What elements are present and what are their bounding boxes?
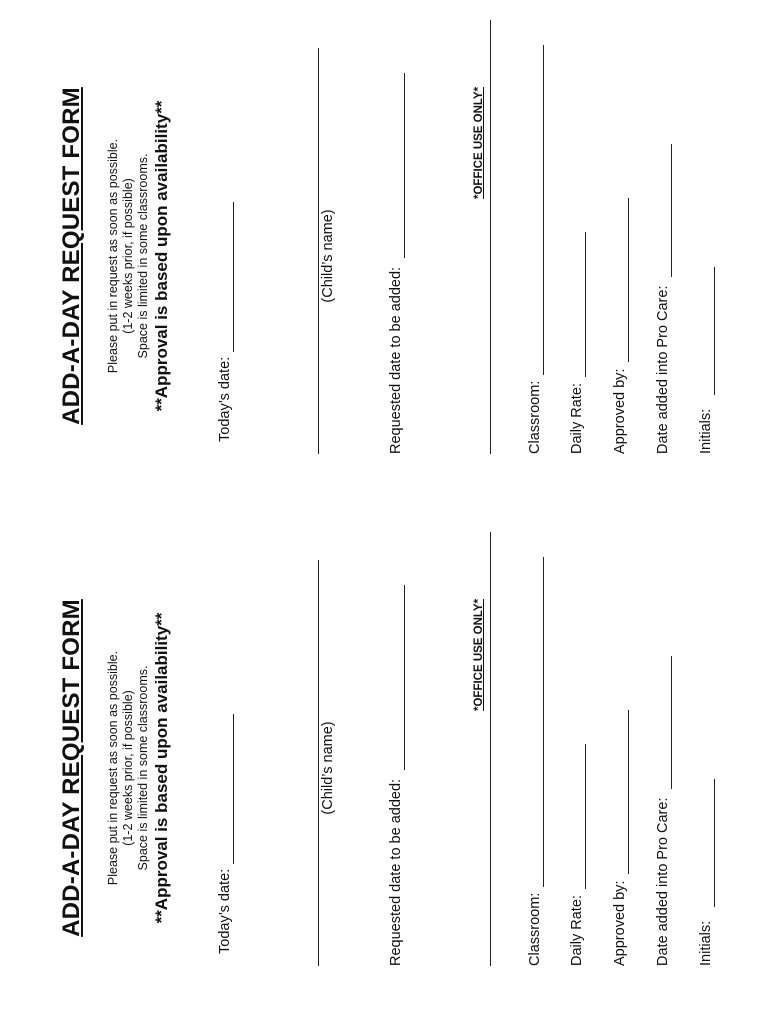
- child-name-field[interactable]: [318, 48, 319, 454]
- approved-by-field[interactable]: [628, 198, 629, 362]
- approved-by-label: Approved by:: [612, 880, 628, 966]
- approved-by-label: Approved by:: [612, 368, 628, 454]
- date-added-field[interactable]: [671, 656, 672, 789]
- initials-field[interactable]: [714, 779, 715, 907]
- form-title: ADD-A-DAY REQUEST FORM: [58, 87, 85, 425]
- note-line-3: Space is limited in some classrooms.: [136, 665, 150, 871]
- note-line-1: Please put in request as soon as possible.: [106, 650, 120, 886]
- todays-date-label: Today’s date:: [217, 868, 233, 954]
- requested-date-label: Requested date to be added:: [388, 778, 404, 966]
- daily-rate-field[interactable]: [585, 744, 586, 889]
- initials-label: Initials:: [698, 408, 714, 454]
- date-added-field[interactable]: [671, 144, 672, 277]
- child-name-caption: (Child’s name): [320, 721, 336, 815]
- classroom-label: Classroom:: [527, 380, 543, 454]
- classroom-field[interactable]: [543, 45, 544, 375]
- note-line-2: (1-2 weeks prior, if possible): [121, 178, 135, 334]
- requested-date-label: Requested date to be added:: [388, 266, 404, 454]
- requested-date-field[interactable]: [404, 73, 405, 258]
- office-use-divider: [490, 20, 491, 454]
- todays-date-field[interactable]: [233, 202, 234, 352]
- approved-by-field[interactable]: [628, 710, 629, 874]
- requested-date-field[interactable]: [404, 585, 405, 770]
- approval-notice: **Approval is based upon availability**: [152, 612, 171, 924]
- classroom-field[interactable]: [543, 557, 544, 887]
- office-use-divider: [490, 532, 491, 966]
- classroom-label: Classroom:: [527, 892, 543, 966]
- office-use-only-label: *OFFICE USE ONLY*: [473, 86, 485, 199]
- date-added-label: Date added into Pro Care:: [655, 285, 671, 454]
- daily-rate-field[interactable]: [585, 232, 586, 377]
- add-a-day-form-1: [0, 512, 770, 1024]
- date-added-label: Date added into Pro Care:: [655, 797, 671, 966]
- todays-date-label: Today’s date:: [217, 356, 233, 442]
- note-line-2: (1-2 weeks prior, if possible): [121, 690, 135, 846]
- approval-notice: **Approval is based upon availability**: [152, 100, 171, 412]
- form-title: ADD-A-DAY REQUEST FORM: [58, 599, 85, 937]
- child-name-caption: (Child’s name): [320, 209, 336, 303]
- daily-rate-label: Daily Rate:: [569, 383, 585, 454]
- note-line-3: Space is limited in some classrooms.: [136, 153, 150, 359]
- initials-label: Initials:: [698, 920, 714, 966]
- daily-rate-label: Daily Rate:: [569, 895, 585, 966]
- todays-date-field[interactable]: [233, 714, 234, 864]
- note-line-1: Please put in request as soon as possible.: [106, 138, 120, 374]
- child-name-field[interactable]: [318, 560, 319, 966]
- initials-field[interactable]: [714, 267, 715, 395]
- office-use-only-label: *OFFICE USE ONLY*: [473, 598, 485, 711]
